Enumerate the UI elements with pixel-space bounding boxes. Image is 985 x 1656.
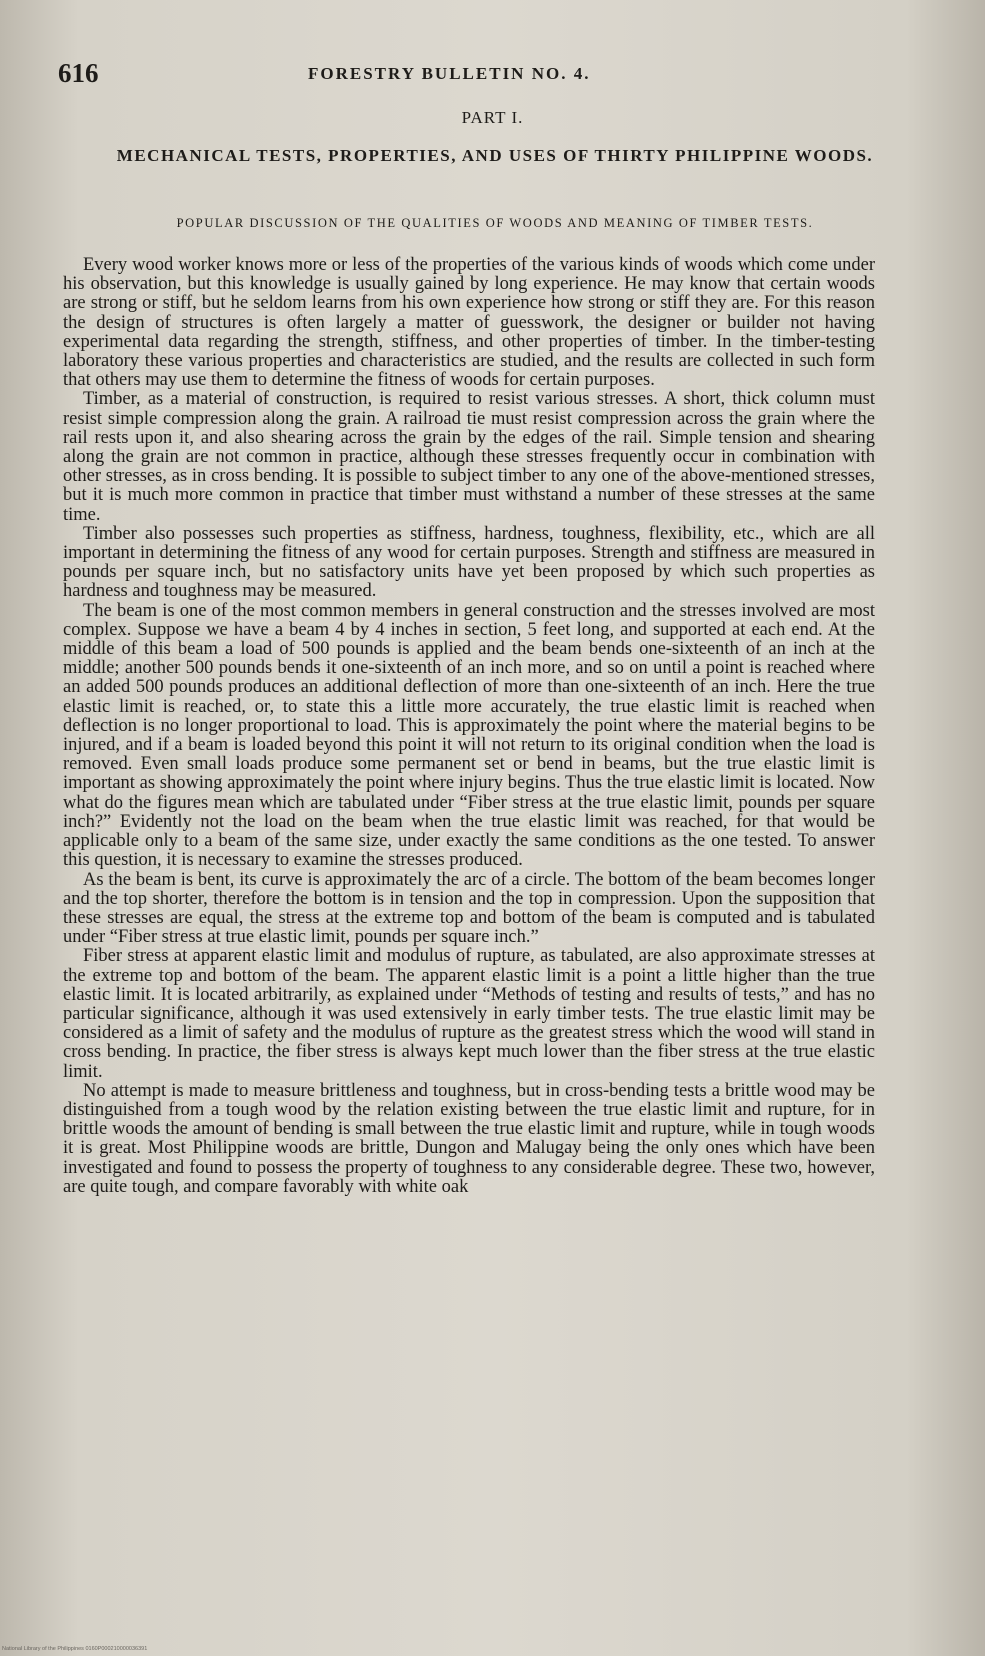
part-label: PART I. — [461, 108, 524, 127]
paragraph-1: Every wood worker knows more or less of the properties of the various kinds of woods which come under his observation, but this knowledge is usually gained by long experience. He may know that certain woods are strong or stiff, but he seldom learns from his own experience how strong or stiff they are. For this reason the design of structures is often largely a matter of guesswork, the designer or builder not having experimental data regarding the strength, stiffness, and other properties of timber. In the timber-testing laboratory these various properties and characteristics are studied, and the results are collected in such form that others may use them to determine the fitness of woods for certain purposes. — [63, 255, 875, 391]
paragraph-2: Timber, as a material of construction, is required to resist various stresses. A short, thick column must resist simple compression along the grain. A railroad tie must resist compression across the grain where the rail rests upon it, and also shearing across the grain by the edges of the rail. Simple tension and shearing along the grain are not common in practice, although these stresses frequently occur in combination with other stresses, as in cross bending. It is possible to subject timber to any one of the above-mentioned stresses, but it is much more common in practice that timber must withstand a number of these stresses at the same time. — [63, 389, 875, 525]
paragraph-7: No attempt is made to measure brittleness and toughness, but in cross-bending tests a brittle wood may be distinguished from a tough wood by the relation existing between the true elastic limit and rupture, for in brittle woods the amount of bending is small between the true elastic limit and rupture, while in tough woods it is great. Most Philippine woods are brittle, Dungon and Malugay being the only ones which have been investigated and found to possess the property of toughness to any considerable degree. These two, however, are quite tough, and compare favorably with white oak — [63, 1080, 875, 1197]
library-footer: National Library of the Philippines 0160P000210000036391 — [2, 1646, 148, 1652]
section-title: MECHANICAL TESTS, PROPERTIES, AND USES OF THIRTY PHILIPPINE WOODS. — [116, 146, 874, 165]
page-header — [58, 58, 918, 94]
body-text — [63, 256, 875, 1197]
running-head: FORESTRY BULLETIN NO. 4. — [308, 64, 591, 83]
page-number: 616 — [58, 58, 99, 88]
paragraph-3: Timber also possesses such properties as stiffness, hardness, toughness, flexibility, etc., which are all important in determining the fitness of any wood for certain purposes. Strength and stiffness are measured in pounds per square inch, but no satisfactory units have yet been proposed by which such properties as hardness and toughness may be measured. — [63, 523, 875, 602]
paragraph-5: As the beam is bent, its curve is approximately the arc of a circle. The bottom of the beam becomes longer and the top shorter, therefore the bottom is in tension and the top in compression. Upon the supposition that these stresses are equal, the stress at the extreme top and bottom of the beam is computed and is tabulated under “Fiber stress at true elastic limit, pounds per square inch.” — [63, 869, 875, 948]
paragraph-6: Fiber stress at apparent elastic limit and modulus of rupture, as tabulated, are also approximate stresses at the extreme top and bottom of the beam. The apparent elastic limit is a point a little higher than the true elastic limit. It is located arbitrarily, as explained under “Methods of testing and results of tests,” and has no particular significance, although it was used extensively in early timber tests. The true elastic limit may be considered as a limit of safety and the modulus of rupture as the greatest stress which the wood will stand in cross bending. In practice, the fiber stress is always kept much lower than the fiber stress at the true elastic limit. — [63, 946, 875, 1082]
section-subtitle: POPULAR DISCUSSION OF THE QUALITIES OF WOODS AND MEANING OF TIMBER TESTS. — [176, 216, 814, 230]
paragraph-4: The beam is one of the most common members in general construction and the stresses involved are most complex. Suppose we have a beam 4 by 4 inches in section, 5 feet long, and supported at each end. At the middle of this beam a load of 500 pounds is applied and the beam bends one-sixteenth of an inch at the middle; another 500 pounds bends it one-sixteenth of an inch more, and so on until a point is reached where an added 500 pounds produces an additional deflection of more than one-sixteenth of an inch. Here the true elastic limit is reached, or, to state this a little more accurately, the true elastic limit is reached when deflection is no longer proportional to load. This is approximately the point where the material begins to be injured, and if a beam is loaded beyond this point it will not return to its original condition when the load is removed. Even small loads produce some permanent set or bend in beams, but the true elastic limit is important as showing approximately the point where injury begins. Thus the true elastic limit is located. Now what do the figures mean which are tabulated under “Fiber stress at the true elastic limit, pounds per square inch?” Evidently not the load on the beam when the true elastic limit was reached, for that would be applicable only to a beam of the same size, under exactly the same conditions as the one tested. To answer this question, it is necessary to examine the stresses produced. — [63, 600, 875, 871]
